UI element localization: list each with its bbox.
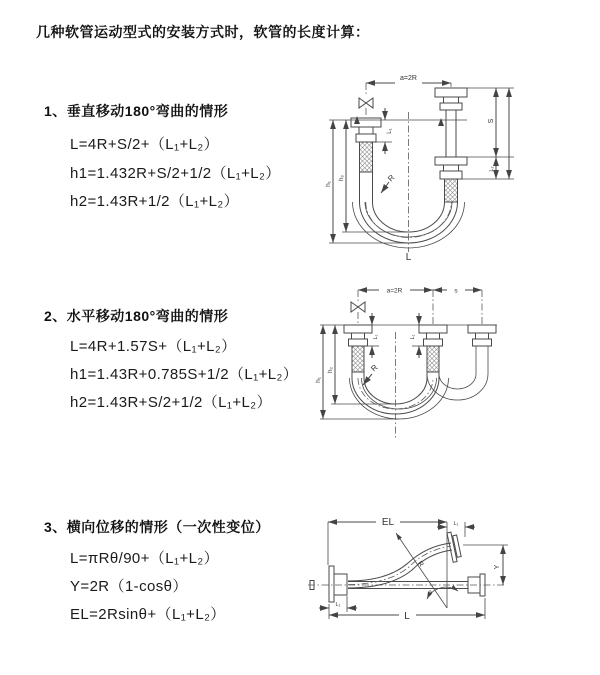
d2-span-label: a=2R (386, 287, 403, 295)
diagram-horizontal-bend (315, 282, 600, 462)
d1-l1-label: L₁ (387, 128, 393, 134)
section-2-formula-h1: h1=1.43R+0.785S+1/2（L₁+L₂） (70, 366, 299, 383)
d2-valve-icon (351, 302, 365, 325)
d1-l2-label: L₂ (489, 166, 495, 172)
d1-h2-label: h₂ (338, 174, 345, 182)
d1-span-label: a=2R (400, 75, 417, 82)
d2-fittings (344, 325, 496, 372)
d3-dimension-lines (319, 522, 508, 619)
section-1-formula-h2: h2=1.43R+1/2（L₁+L₂） (70, 193, 240, 210)
d1-left-fitting (351, 118, 381, 172)
d2-radius-label: R (369, 362, 380, 374)
d3-displaced-hose (348, 531, 462, 588)
d2-dimension-lines (320, 287, 497, 419)
section-1-heading: 1、垂直移动180°弯曲的情形 (44, 103, 229, 119)
d3-l1-bottom-label: L₁ (335, 602, 341, 608)
d2-l1a-label: L₁ (373, 334, 379, 340)
d2-stroke-label: s (454, 287, 458, 295)
d1-h1-label: h₁ (325, 181, 332, 187)
d3-y-label: Y (494, 564, 501, 570)
d1-dimension-lines (329, 83, 514, 243)
diagram-vertical-bend (313, 62, 600, 262)
d2-l1b-label: L₁ (410, 334, 416, 340)
d3-labels (336, 517, 501, 622)
section-3-formula-Y: Y=2R（1-cosθ） (70, 578, 188, 595)
section-1-formula-h1: h1=1.432R+S/2+1/2（L₁+L₂） (70, 165, 281, 182)
d3-length-label: L (404, 611, 410, 622)
d1-length-label: L (405, 252, 412, 263)
d3-theta-label: θ (428, 590, 432, 597)
section-2-formula-h2: h2=1.43R+S/2+1/2（L₁+L₂） (70, 394, 272, 411)
d1-radius-label: R (386, 173, 397, 184)
d1-valve-icon (359, 98, 373, 118)
d1-labels (325, 75, 495, 263)
d3-left-flange (310, 566, 347, 602)
section-3-formula-L: L=πRθ/90+（L₁+L₂） (70, 550, 219, 567)
section-3-formula-EL: EL=2Rsinθ+（L₁+L₂） (70, 606, 226, 623)
section-1-formula-L: L=4R+S/2+（L₁+L₂） (70, 136, 220, 153)
page-title: 几种软管运动型式的安装方式时，软管的长度计算： (36, 24, 370, 40)
d3-l1-top-label: L₁ (453, 521, 459, 527)
d3-el-label: EL (381, 517, 395, 528)
diagram-lateral-displacement (300, 505, 600, 635)
d2-h1-label: h₁ (315, 377, 322, 383)
d1-s-label: S (488, 118, 495, 124)
section-2-heading: 2、水平移动180°弯曲的情形 (44, 308, 229, 324)
section-3-heading: 3、横向位移的情形（一次性变位） (44, 519, 270, 535)
d1-right-fitting (435, 88, 467, 202)
d3-radius-label: R (415, 560, 425, 569)
section-2-formula-L: L=4R+1.57S+（L₁+L₂） (70, 338, 237, 355)
d2-h2-label: h₂ (327, 366, 334, 374)
d3-straight-pipe (308, 574, 505, 596)
d3-upper-flange (447, 531, 462, 562)
